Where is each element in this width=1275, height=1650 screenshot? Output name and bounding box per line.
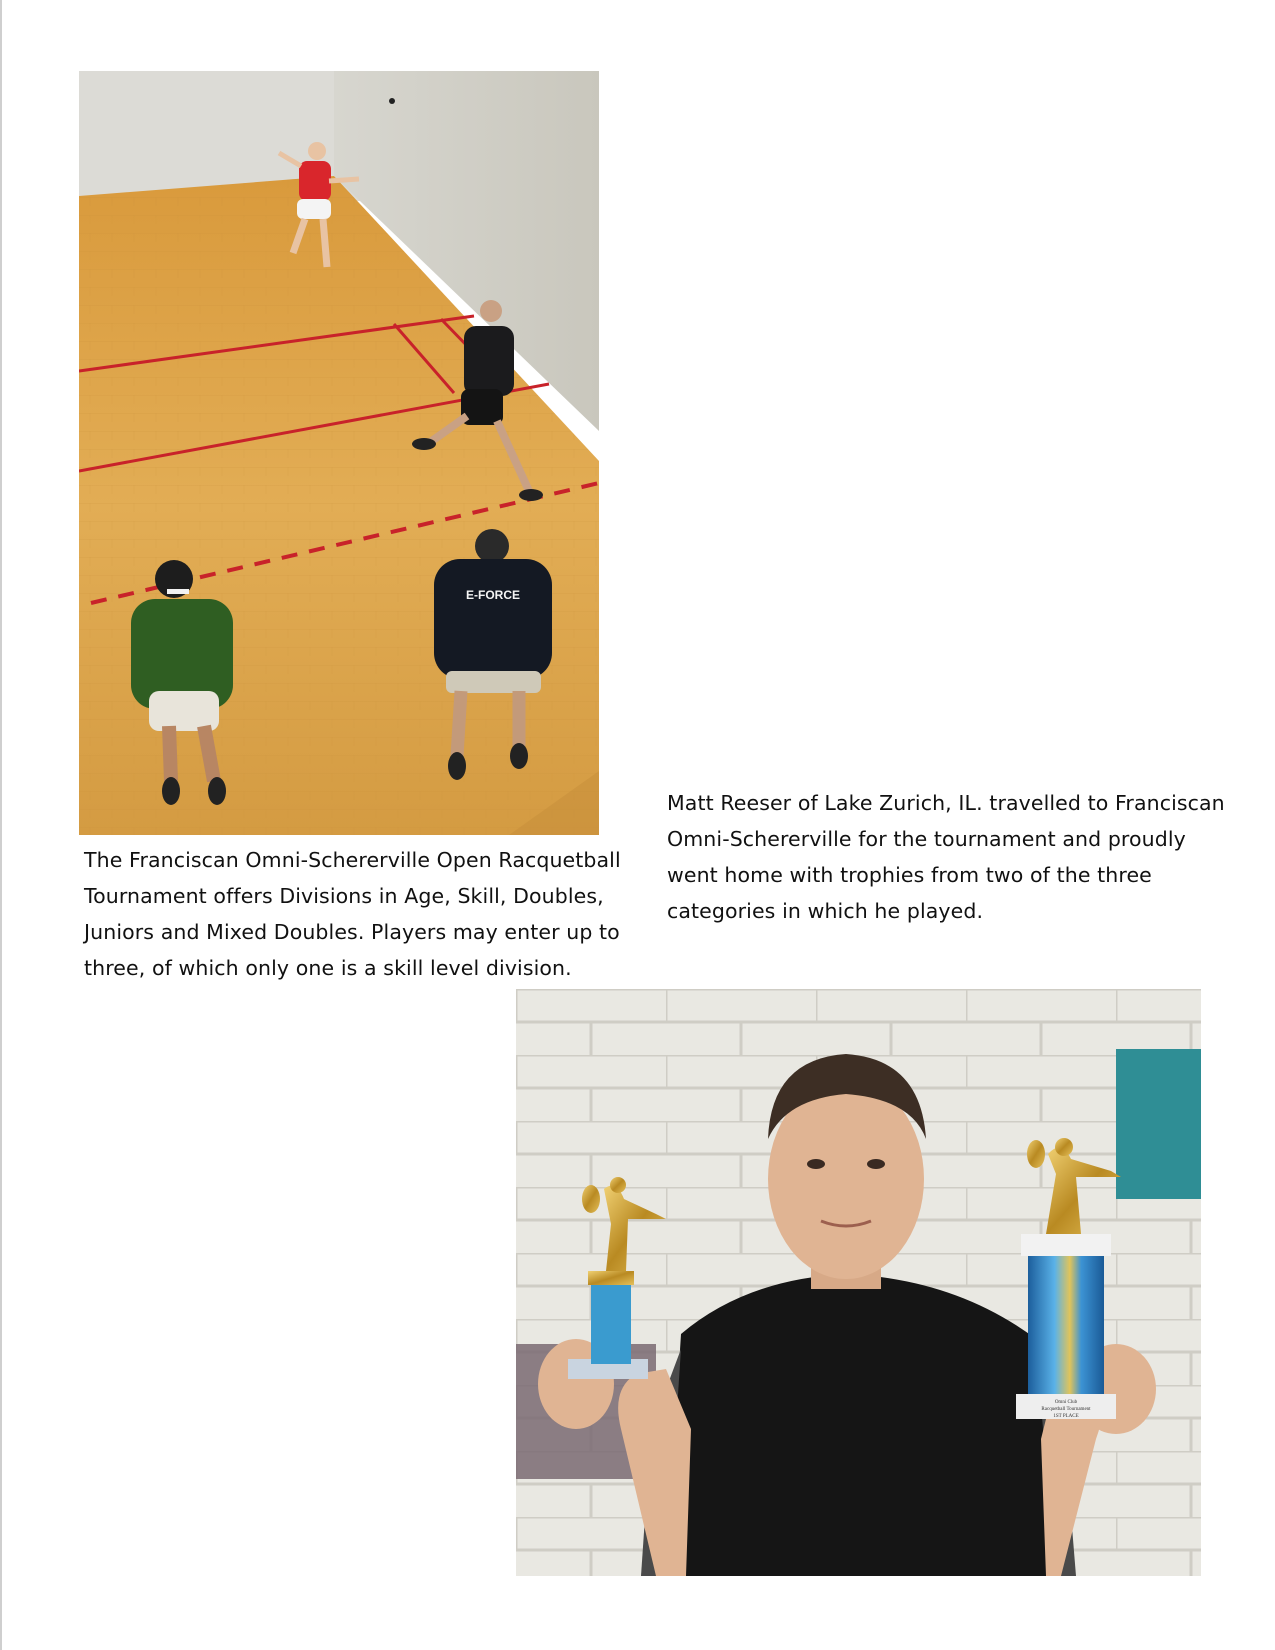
caption-line: went home with trophies from two of the three: [667, 863, 1152, 887]
trophy-winner-photo: [516, 989, 1201, 1576]
caption-line: Tournament offers Divisions in Age, Skill, Doubles,: [84, 884, 604, 908]
caption-line: The Franciscan Omni-Schererville Open Racquetball: [84, 848, 621, 872]
caption-line: Matt Reeser of Lake Zurich, IL. travelled to Franciscan: [667, 791, 1225, 815]
caption-line: Omni-Schererville for the tournament and proudly: [667, 827, 1186, 851]
matt-reeser-caption: [667, 785, 1227, 929]
ball: [389, 98, 395, 104]
teal-tile: [1116, 1049, 1201, 1199]
tournament-divisions-caption: [84, 842, 624, 986]
caption-line: categories in which he played.: [667, 899, 984, 923]
racquetball-court-photo: [79, 71, 599, 835]
shirt-logo-text: E-FORCE: [466, 588, 520, 602]
caption-line: three, of which only one is a skill level division.: [84, 956, 572, 980]
trophy-plaque-line: Omni Club: [1054, 1400, 1078, 1405]
page-left-border: [0, 0, 2, 1650]
trophy-plaque-line: 1ST PLACE: [1053, 1414, 1079, 1419]
caption-line: Juniors and Mixed Doubles. Players may enter up to: [84, 920, 620, 944]
trophy-plaque-line: Racquetball Tournament: [1041, 1407, 1091, 1412]
